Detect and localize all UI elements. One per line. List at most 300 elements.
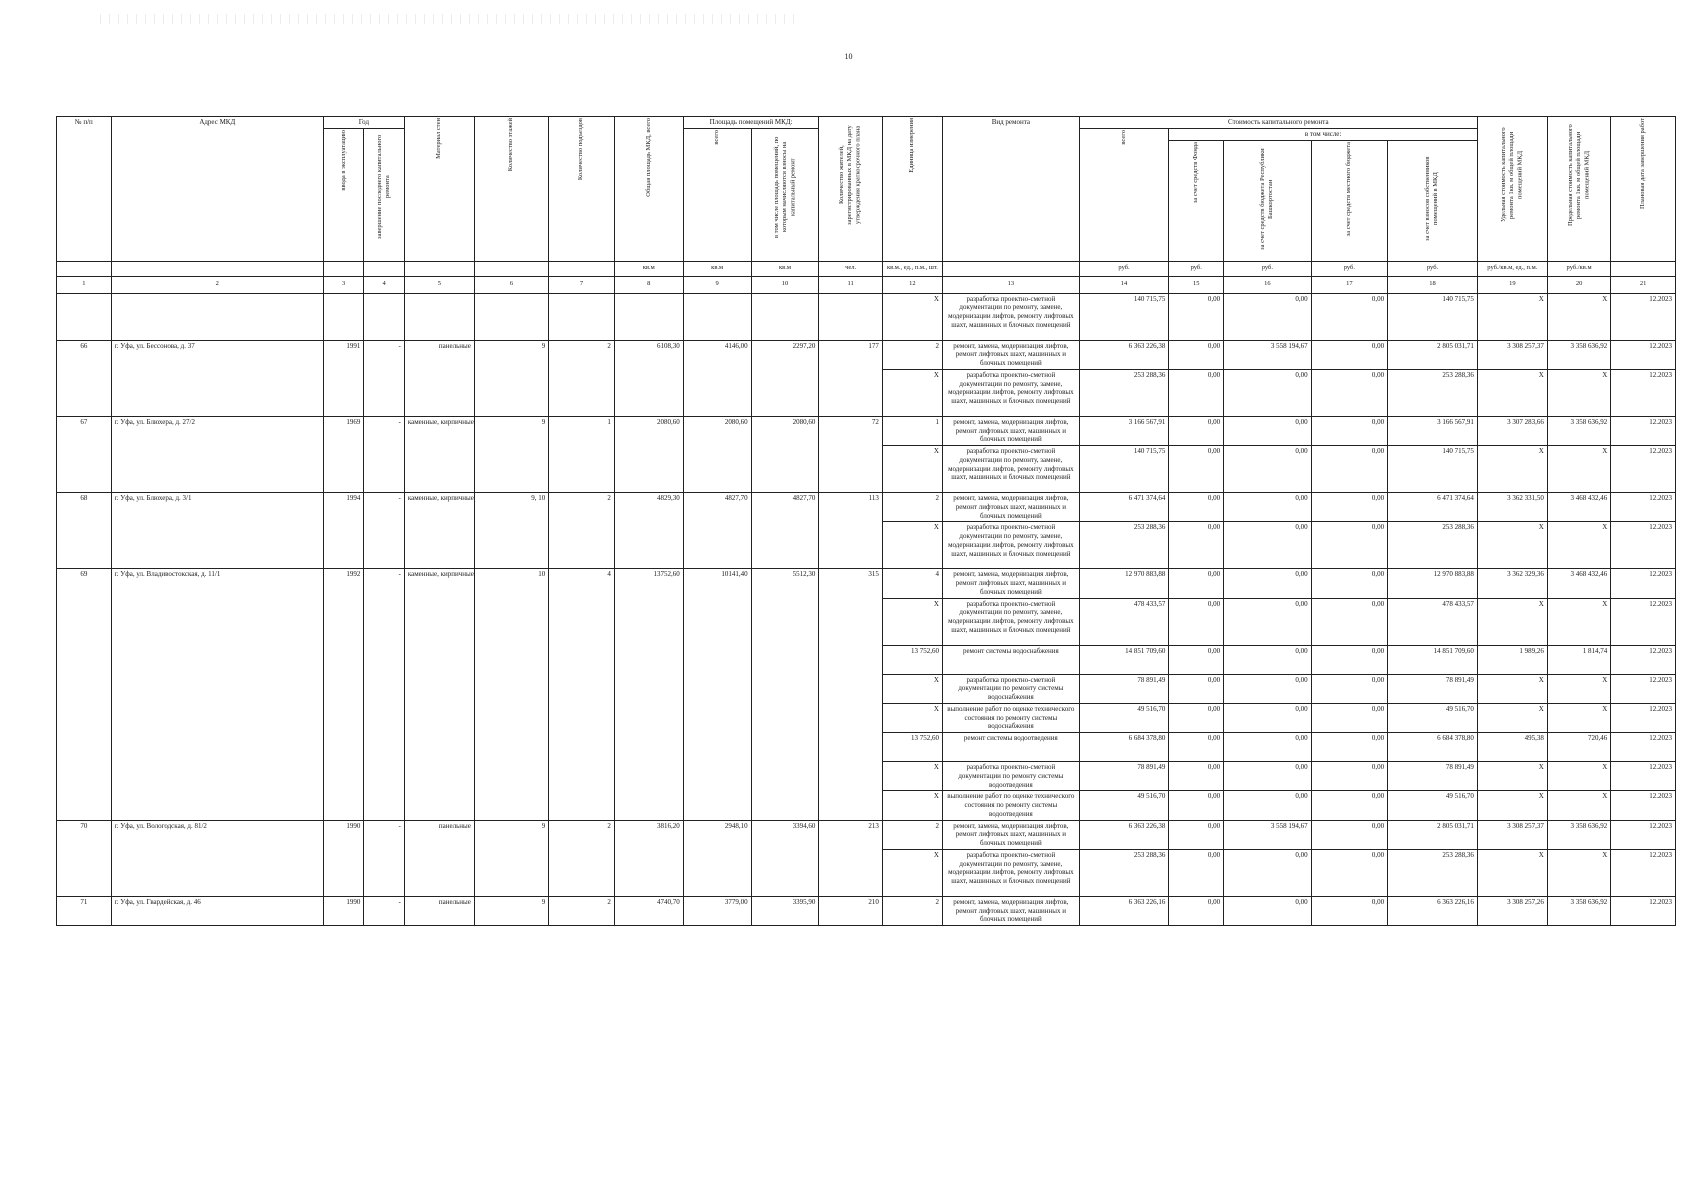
cost-owners-cell: 78 891,49 bbox=[1388, 762, 1478, 791]
planned-date-cell: 12.2023 bbox=[1611, 493, 1676, 522]
limit-cost-cell: 3 358 636,92 bbox=[1547, 340, 1610, 369]
unit-cost-cell: 3 307 283,66 bbox=[1477, 416, 1547, 445]
header-limit-cost: Предельная стоимость капитального ремонта 1кв. м общей площади помещений МКД bbox=[1547, 117, 1610, 262]
work-type-cell: выполнение работ по оценке технического состояния по ремонту системы водоснабжения bbox=[942, 703, 1079, 732]
unit-19: руб./кв.м, ед., п.м. bbox=[1477, 261, 1547, 276]
cost-total-cell: 253 288,36 bbox=[1079, 369, 1169, 416]
planned-date-cell: 12.2023 bbox=[1611, 598, 1676, 645]
work-type-cell: ремонт, замена, модернизация лифтов, ремонт лифтовых шахт, машинных и блочных помещений bbox=[942, 896, 1079, 925]
column-number: 20 bbox=[1547, 276, 1610, 293]
header-address: Адрес МКД bbox=[111, 117, 323, 262]
entrances-cell: 1 bbox=[549, 416, 615, 492]
cost-fund-cell: 0,00 bbox=[1169, 762, 1224, 791]
column-number: 5 bbox=[404, 276, 474, 293]
unit-cell: X bbox=[882, 293, 942, 340]
total-area-cell: 13752,60 bbox=[614, 569, 683, 820]
row-number: 70 bbox=[57, 820, 112, 896]
column-number: 14 bbox=[1079, 276, 1169, 293]
last-repair-cell: - bbox=[364, 493, 404, 569]
cost-republic-cell: 0,00 bbox=[1224, 369, 1312, 416]
header-cost-incl: в том числе: bbox=[1169, 128, 1477, 140]
unit-12: кв.м., ед., п.м., шт. bbox=[882, 261, 942, 276]
cost-local-cell: 0,00 bbox=[1311, 820, 1388, 849]
unit-cost-cell: X bbox=[1477, 293, 1547, 340]
cost-total-cell: 6 471 374,64 bbox=[1079, 493, 1169, 522]
work-type-cell: ремонт системы водоснабжения bbox=[942, 645, 1079, 674]
row-number: 68 bbox=[57, 493, 112, 569]
cost-local-cell: 0,00 bbox=[1311, 703, 1388, 732]
last-repair-cell: - bbox=[364, 569, 404, 820]
cost-total-cell: 140 715,75 bbox=[1079, 446, 1169, 493]
cost-owners-cell: 49 516,70 bbox=[1388, 791, 1478, 820]
cost-republic-cell: 0,00 bbox=[1224, 703, 1312, 732]
unit-9: кв.м bbox=[683, 261, 751, 276]
planned-date-cell: 12.2023 bbox=[1611, 820, 1676, 849]
unit-cell: 2 bbox=[882, 896, 942, 925]
empty-cell bbox=[57, 293, 112, 340]
cost-owners-cell: 6 363 226,16 bbox=[1388, 896, 1478, 925]
header-row-1 bbox=[57, 117, 1676, 129]
column-number: 8 bbox=[614, 276, 683, 293]
header-wall-material: Материал стен bbox=[404, 117, 474, 262]
material-cell: панельные bbox=[404, 896, 474, 925]
planned-date-cell: 12.2023 bbox=[1611, 340, 1676, 369]
header-cost-fund: за счет средств Фонда bbox=[1169, 140, 1224, 261]
cost-fund-cell: 0,00 bbox=[1169, 598, 1224, 645]
work-type-cell: разработка проектно-сметной документации по ремонту, замене, модернизации лифтов, ремонту лифтовых шахт, машинных и блочных помещений bbox=[942, 522, 1079, 569]
floors-cell: 9 bbox=[474, 820, 548, 896]
limit-cost-cell: X bbox=[1547, 674, 1610, 703]
unit-cell: X bbox=[882, 849, 942, 896]
header-year-last-repair: завершение последнего капитального ремонта bbox=[364, 128, 404, 261]
cost-total-cell: 6 363 226,38 bbox=[1079, 820, 1169, 849]
cost-republic-cell: 0,00 bbox=[1224, 645, 1312, 674]
limit-cost-cell: 720,46 bbox=[1547, 733, 1610, 762]
cost-owners-cell: 140 715,75 bbox=[1388, 293, 1478, 340]
cost-local-cell: 0,00 bbox=[1311, 849, 1388, 896]
unit-cost-cell: 3 362 331,50 bbox=[1477, 493, 1547, 522]
planned-date-cell: 12.2023 bbox=[1611, 733, 1676, 762]
work-type-cell: ремонт, замена, модернизация лифтов, ремонт лифтовых шахт, машинных и блочных помещений bbox=[942, 416, 1079, 445]
address-cell: г. Уфа, ул. Гвардейская, д. 46 bbox=[111, 896, 323, 925]
cost-total-cell: 478 433,57 bbox=[1079, 598, 1169, 645]
unit-cell: 2 bbox=[882, 340, 942, 369]
header-cost-owners: за счет взносов собственников помещений в МКД bbox=[1388, 140, 1478, 261]
work-type-cell: ремонт, замена, модернизация лифтов, ремонт лифтовых шахт, машинных и блочных помещений bbox=[942, 569, 1079, 598]
column-number: 10 bbox=[751, 276, 819, 293]
column-number: 11 bbox=[819, 276, 882, 293]
limit-cost-cell: X bbox=[1547, 598, 1610, 645]
cost-republic-cell: 0,00 bbox=[1224, 598, 1312, 645]
material-cell: каменные, кирпичные bbox=[404, 569, 474, 820]
year-cell: 1994 bbox=[323, 493, 363, 569]
work-type-cell: разработка проектно-сметной документации по ремонту, замене, модернизации лифтов, ремонту лифтовых шахт, машинных и блочных помещений bbox=[942, 293, 1079, 340]
area-all-cell: 4827,70 bbox=[683, 493, 751, 569]
area-fund-cell: 5512,30 bbox=[751, 569, 819, 820]
area-fund-cell: 3395,90 bbox=[751, 896, 819, 925]
column-number: 17 bbox=[1311, 276, 1388, 293]
unit-cost-cell: 3 308 257,37 bbox=[1477, 340, 1547, 369]
cost-local-cell: 0,00 bbox=[1311, 522, 1388, 569]
limit-cost-cell: 1 814,74 bbox=[1547, 645, 1610, 674]
work-type-cell: ремонт, замена, модернизация лифтов, ремонт лифтовых шахт, машинных и блочных помещений bbox=[942, 820, 1079, 849]
column-number: 2 bbox=[111, 276, 323, 293]
year-cell: 1990 bbox=[323, 820, 363, 896]
limit-cost-cell: 3 358 636,92 bbox=[1547, 896, 1610, 925]
unit-cell: 13 752,60 bbox=[882, 645, 942, 674]
year-cell: 1990 bbox=[323, 896, 363, 925]
unit-cost-cell: X bbox=[1477, 369, 1547, 416]
header-planned-date: Плановая дата завершения работ bbox=[1611, 117, 1676, 262]
unit-cost-cell: X bbox=[1477, 446, 1547, 493]
work-type-cell: разработка проектно-сметной документации по ремонту, замене, модернизации лифтов, ремонту лифтовых шахт, машинных и блочных помещений bbox=[942, 446, 1079, 493]
cost-fund-cell: 0,00 bbox=[1169, 645, 1224, 674]
cost-republic-cell: 3 558 194,67 bbox=[1224, 820, 1312, 849]
total-area-cell: 4740,70 bbox=[614, 896, 683, 925]
header-premises-area-group: Площадь помещений МКД: bbox=[683, 117, 819, 129]
last-repair-cell: - bbox=[364, 896, 404, 925]
row-number: 71 bbox=[57, 896, 112, 925]
cost-total-cell: 253 288,36 bbox=[1079, 522, 1169, 569]
address-cell: г. Уфа, ул. Блюхера, д. 3/1 bbox=[111, 493, 323, 569]
scan-noise bbox=[100, 14, 800, 24]
unit-cost-cell: 1 989,26 bbox=[1477, 645, 1547, 674]
address-cell: г. Уфа, ул. Вологодская, д. 81/2 bbox=[111, 820, 323, 896]
cost-fund-cell: 0,00 bbox=[1169, 733, 1224, 762]
cost-local-cell: 0,00 bbox=[1311, 791, 1388, 820]
unit-cell: X bbox=[882, 598, 942, 645]
total-area-cell: 4829,30 bbox=[614, 493, 683, 569]
unit-18: руб. bbox=[1388, 261, 1478, 276]
cost-local-cell: 0,00 bbox=[1311, 369, 1388, 416]
column-number: 3 bbox=[323, 276, 363, 293]
cost-fund-cell: 0,00 bbox=[1169, 896, 1224, 925]
table-row bbox=[57, 340, 1676, 369]
column-numbers-row bbox=[57, 276, 1676, 293]
header-premises-area-total: всего bbox=[683, 128, 751, 261]
area-all-cell: 3779,00 bbox=[683, 896, 751, 925]
unit-cost-cell: 3 308 257,26 bbox=[1477, 896, 1547, 925]
cost-owners-cell: 78 891,49 bbox=[1388, 674, 1478, 703]
material-cell: панельные bbox=[404, 820, 474, 896]
header-year-commissioning: ввода в эксплуатацию bbox=[323, 128, 363, 261]
limit-cost-cell: 3 468 432,46 bbox=[1547, 493, 1610, 522]
cost-total-cell: 6 684 378,80 bbox=[1079, 733, 1169, 762]
total-area-cell: 2080,60 bbox=[614, 416, 683, 492]
cost-republic-cell: 0,00 bbox=[1224, 674, 1312, 703]
address-cell: г. Уфа, ул. Блюхера, д. 27/2 bbox=[111, 416, 323, 492]
cost-local-cell: 0,00 bbox=[1311, 762, 1388, 791]
cost-fund-cell: 0,00 bbox=[1169, 674, 1224, 703]
cost-owners-cell: 12 970 883,88 bbox=[1388, 569, 1478, 598]
unit-cell: X bbox=[882, 762, 942, 791]
header-premises-area-fund: в том числе площадь помещений, по которым начисляются взносы на капитальный ремонт bbox=[751, 128, 819, 261]
cost-republic-cell: 0,00 bbox=[1224, 762, 1312, 791]
limit-cost-cell: X bbox=[1547, 703, 1610, 732]
total-area-cell: 6108,30 bbox=[614, 340, 683, 416]
cost-republic-cell: 0,00 bbox=[1224, 849, 1312, 896]
column-number: 19 bbox=[1477, 276, 1547, 293]
cost-republic-cell: 0,00 bbox=[1224, 493, 1312, 522]
residents-cell: 113 bbox=[819, 493, 882, 569]
empty-cell bbox=[683, 293, 751, 340]
unit-cost-cell: 495,38 bbox=[1477, 733, 1547, 762]
unit-cost-cell: X bbox=[1477, 762, 1547, 791]
planned-date-cell: 12.2023 bbox=[1611, 645, 1676, 674]
cost-local-cell: 0,00 bbox=[1311, 416, 1388, 445]
cost-local-cell: 0,00 bbox=[1311, 598, 1388, 645]
cost-local-cell: 0,00 bbox=[1311, 446, 1388, 493]
unit-16: руб. bbox=[1224, 261, 1312, 276]
limit-cost-cell: 3 468 432,46 bbox=[1547, 569, 1610, 598]
cost-local-cell: 0,00 bbox=[1311, 569, 1388, 598]
header-residents: Количество жителей, зарегистрированных в МКД на дату утверждения краткосрочного плана bbox=[819, 117, 882, 262]
cost-republic-cell: 0,00 bbox=[1224, 791, 1312, 820]
work-type-cell: выполнение работ по оценке технического состояния по ремонту системы водоотведения bbox=[942, 791, 1079, 820]
column-number: 12 bbox=[882, 276, 942, 293]
cost-total-cell: 49 516,70 bbox=[1079, 703, 1169, 732]
unit-cell: 4 bbox=[882, 569, 942, 598]
residents-cell: 72 bbox=[819, 416, 882, 492]
unit-cell: 1 bbox=[882, 416, 942, 445]
header-cost-group: Стоимость капитального ремонта bbox=[1079, 117, 1477, 129]
unit-cell: X bbox=[882, 446, 942, 493]
area-fund-cell: 3394,60 bbox=[751, 820, 819, 896]
cost-total-cell: 3 166 567,91 bbox=[1079, 416, 1169, 445]
unit-20: руб./кв.м bbox=[1547, 261, 1610, 276]
row-number: 69 bbox=[57, 569, 112, 820]
area-fund-cell: 4827,70 bbox=[751, 493, 819, 569]
limit-cost-cell: X bbox=[1547, 762, 1610, 791]
header-unit: Единица измерения bbox=[882, 117, 942, 262]
planned-date-cell: 12.2023 bbox=[1611, 446, 1676, 493]
cost-fund-cell: 0,00 bbox=[1169, 446, 1224, 493]
empty-cell bbox=[549, 293, 615, 340]
cost-fund-cell: 0,00 bbox=[1169, 569, 1224, 598]
cost-republic-cell: 0,00 bbox=[1224, 569, 1312, 598]
unit-cell: X bbox=[882, 703, 942, 732]
unit-cell: X bbox=[882, 674, 942, 703]
material-cell: панельные bbox=[404, 340, 474, 416]
cost-owners-cell: 3 166 567,91 bbox=[1388, 416, 1478, 445]
floors-cell: 9 bbox=[474, 416, 548, 492]
header-cost-republic: за счет средств бюджета Республики Башкортостан bbox=[1224, 140, 1312, 261]
cost-fund-cell: 0,00 bbox=[1169, 493, 1224, 522]
cost-republic-cell: 0,00 bbox=[1224, 446, 1312, 493]
limit-cost-cell: X bbox=[1547, 522, 1610, 569]
planned-date-cell: 12.2023 bbox=[1611, 674, 1676, 703]
empty-cell bbox=[404, 293, 474, 340]
cost-fund-cell: 0,00 bbox=[1169, 293, 1224, 340]
empty-cell bbox=[474, 293, 548, 340]
limit-cost-cell: X bbox=[1547, 446, 1610, 493]
work-type-cell: ремонт, замена, модернизация лифтов, ремонт лифтовых шахт, машинных и блочных помещений bbox=[942, 493, 1079, 522]
work-type-cell: разработка проектно-сметной документации по ремонту, замене, модернизации лифтов, ремонту лифтовых шахт, машинных и блочных помещений bbox=[942, 849, 1079, 896]
cost-fund-cell: 0,00 bbox=[1169, 820, 1224, 849]
unit-cell: 2 bbox=[882, 493, 942, 522]
entrances-cell: 2 bbox=[549, 340, 615, 416]
entrances-cell: 2 bbox=[549, 896, 615, 925]
floors-cell: 9 bbox=[474, 340, 548, 416]
entrances-cell: 4 bbox=[549, 569, 615, 820]
total-area-cell: 3816,20 bbox=[614, 820, 683, 896]
empty-cell bbox=[323, 293, 363, 340]
unit-10: кв.м bbox=[751, 261, 819, 276]
area-all-cell: 4146,00 bbox=[683, 340, 751, 416]
cost-total-cell: 6 363 226,16 bbox=[1079, 896, 1169, 925]
table-row bbox=[57, 293, 1676, 340]
cost-republic-cell: 0,00 bbox=[1224, 733, 1312, 762]
work-type-cell: разработка проектно-сметной документации по ремонту, замене, модернизации лифтов, ремонту лифтовых шахт, машинных и блочных помещений bbox=[942, 369, 1079, 416]
header-year-group: Год bbox=[323, 117, 404, 129]
limit-cost-cell: X bbox=[1547, 849, 1610, 896]
table-row bbox=[57, 820, 1676, 849]
work-type-cell: ремонт, замена, модернизация лифтов, ремонт лифтовых шахт, машинных и блочных помещений bbox=[942, 340, 1079, 369]
column-number: 21 bbox=[1611, 276, 1676, 293]
table-row bbox=[57, 416, 1676, 445]
unit-8: кв.м bbox=[614, 261, 683, 276]
unit-cost-cell: X bbox=[1477, 849, 1547, 896]
residents-cell: 177 bbox=[819, 340, 882, 416]
cost-owners-cell: 6 684 378,80 bbox=[1388, 733, 1478, 762]
work-type-cell: ремонт системы водоотведения bbox=[942, 733, 1079, 762]
area-fund-cell: 2297,20 bbox=[751, 340, 819, 416]
column-number: 18 bbox=[1388, 276, 1478, 293]
cost-owners-cell: 253 288,36 bbox=[1388, 849, 1478, 896]
cost-local-cell: 0,00 bbox=[1311, 493, 1388, 522]
page-number: 10 bbox=[844, 52, 853, 61]
unit-cell: X bbox=[882, 522, 942, 569]
unit-cost-cell: X bbox=[1477, 522, 1547, 569]
cost-local-cell: 0,00 bbox=[1311, 340, 1388, 369]
table-row bbox=[57, 493, 1676, 522]
cost-fund-cell: 0,00 bbox=[1169, 340, 1224, 369]
cost-republic-cell: 3 558 194,67 bbox=[1224, 340, 1312, 369]
planned-date-cell: 12.2023 bbox=[1611, 369, 1676, 416]
cost-fund-cell: 0,00 bbox=[1169, 849, 1224, 896]
limit-cost-cell: 3 358 636,92 bbox=[1547, 820, 1610, 849]
cost-owners-cell: 2 805 031,71 bbox=[1388, 340, 1478, 369]
planned-date-cell: 12.2023 bbox=[1611, 522, 1676, 569]
cost-owners-cell: 2 805 031,71 bbox=[1388, 820, 1478, 849]
area-all-cell: 10141,40 bbox=[683, 569, 751, 820]
units-row bbox=[57, 261, 1676, 276]
unit-cell: X bbox=[882, 791, 942, 820]
planned-date-cell: 12.2023 bbox=[1611, 293, 1676, 340]
row-number: 66 bbox=[57, 340, 112, 416]
unit-14: руб. bbox=[1079, 261, 1169, 276]
header-entrances: Количество подъездов bbox=[549, 117, 615, 262]
unit-cell: 13 752,60 bbox=[882, 733, 942, 762]
planned-date-cell: 12.2023 bbox=[1611, 569, 1676, 598]
limit-cost-cell: X bbox=[1547, 791, 1610, 820]
cost-total-cell: 12 970 883,88 bbox=[1079, 569, 1169, 598]
header-cost-local: за счет средств местного бюджета bbox=[1311, 140, 1388, 261]
cost-total-cell: 78 891,49 bbox=[1079, 674, 1169, 703]
unit-cost-cell: X bbox=[1477, 791, 1547, 820]
unit-cost-cell: X bbox=[1477, 598, 1547, 645]
cost-total-cell: 78 891,49 bbox=[1079, 762, 1169, 791]
planned-date-cell: 12.2023 bbox=[1611, 703, 1676, 732]
cost-total-cell: 140 715,75 bbox=[1079, 293, 1169, 340]
cost-fund-cell: 0,00 bbox=[1169, 703, 1224, 732]
unit-cell: 2 bbox=[882, 820, 942, 849]
unit-cell: X bbox=[882, 369, 942, 416]
cost-owners-cell: 253 288,36 bbox=[1388, 522, 1478, 569]
cost-fund-cell: 0,00 bbox=[1169, 522, 1224, 569]
cost-local-cell: 0,00 bbox=[1311, 674, 1388, 703]
cost-local-cell: 0,00 bbox=[1311, 896, 1388, 925]
column-number: 1 bbox=[57, 276, 112, 293]
column-number: 6 bbox=[474, 276, 548, 293]
cost-local-cell: 0,00 bbox=[1311, 293, 1388, 340]
unit-cost-cell: X bbox=[1477, 703, 1547, 732]
entrances-cell: 2 bbox=[549, 820, 615, 896]
year-cell: 1969 bbox=[323, 416, 363, 492]
unit-11: чел. bbox=[819, 261, 882, 276]
last-repair-cell: - bbox=[364, 820, 404, 896]
planned-date-cell: 12.2023 bbox=[1611, 849, 1676, 896]
cost-total-cell: 253 288,36 bbox=[1079, 849, 1169, 896]
cost-republic-cell: 0,00 bbox=[1224, 416, 1312, 445]
cost-owners-cell: 49 516,70 bbox=[1388, 703, 1478, 732]
entrances-cell: 2 bbox=[549, 493, 615, 569]
planned-date-cell: 12.2023 bbox=[1611, 791, 1676, 820]
material-cell: каменные, кирпичные bbox=[404, 493, 474, 569]
limit-cost-cell: X bbox=[1547, 293, 1610, 340]
material-cell: каменные, кирпичные bbox=[404, 416, 474, 492]
limit-cost-cell: 3 358 636,92 bbox=[1547, 416, 1610, 445]
cost-owners-cell: 478 433,57 bbox=[1388, 598, 1478, 645]
column-number: 9 bbox=[683, 276, 751, 293]
header-total-area: Общая площадь МКД, всего bbox=[614, 117, 683, 262]
unit-cost-cell: 3 308 257,37 bbox=[1477, 820, 1547, 849]
cost-local-cell: 0,00 bbox=[1311, 645, 1388, 674]
floors-cell: 9 bbox=[474, 896, 548, 925]
row-number: 67 bbox=[57, 416, 112, 492]
cost-owners-cell: 6 471 374,64 bbox=[1388, 493, 1478, 522]
area-fund-cell: 2080,60 bbox=[751, 416, 819, 492]
empty-cell bbox=[819, 293, 882, 340]
column-number: 16 bbox=[1224, 276, 1312, 293]
unit-17: руб. bbox=[1311, 261, 1388, 276]
work-type-cell: разработка проектно-сметной документации по ремонту системы водоотведения bbox=[942, 762, 1079, 791]
planned-date-cell: 12.2023 bbox=[1611, 416, 1676, 445]
cost-owners-cell: 140 715,75 bbox=[1388, 446, 1478, 493]
header-num: № п/п bbox=[57, 117, 112, 262]
area-all-cell: 2080,60 bbox=[683, 416, 751, 492]
header-work-type: Вид ремонта bbox=[942, 117, 1079, 262]
year-cell: 1992 bbox=[323, 569, 363, 820]
residents-cell: 315 bbox=[819, 569, 882, 820]
table-body bbox=[57, 293, 1676, 926]
header-unit-cost: Удельная стоимость капитального ремонта 1кв. м общей площади помещений МКД bbox=[1477, 117, 1547, 262]
cost-total-cell: 14 851 709,60 bbox=[1079, 645, 1169, 674]
cost-owners-cell: 253 288,36 bbox=[1388, 369, 1478, 416]
cost-fund-cell: 0,00 bbox=[1169, 369, 1224, 416]
cost-republic-cell: 0,00 bbox=[1224, 896, 1312, 925]
column-number: 13 bbox=[942, 276, 1079, 293]
planned-date-cell: 12.2023 bbox=[1611, 762, 1676, 791]
unit-cost-cell: 3 362 329,36 bbox=[1477, 569, 1547, 598]
header-cost-total: всего bbox=[1079, 128, 1169, 261]
work-type-cell: разработка проектно-сметной документации по ремонту, замене, модернизации лифтов, ремонту лифтовых шахт, машинных и блочных помещений bbox=[942, 598, 1079, 645]
year-cell: 1991 bbox=[323, 340, 363, 416]
last-repair-cell: - bbox=[364, 340, 404, 416]
floors-cell: 9, 10 bbox=[474, 493, 548, 569]
last-repair-cell: - bbox=[364, 416, 404, 492]
address-cell: г. Уфа, ул. Бессонова, д. 37 bbox=[111, 340, 323, 416]
